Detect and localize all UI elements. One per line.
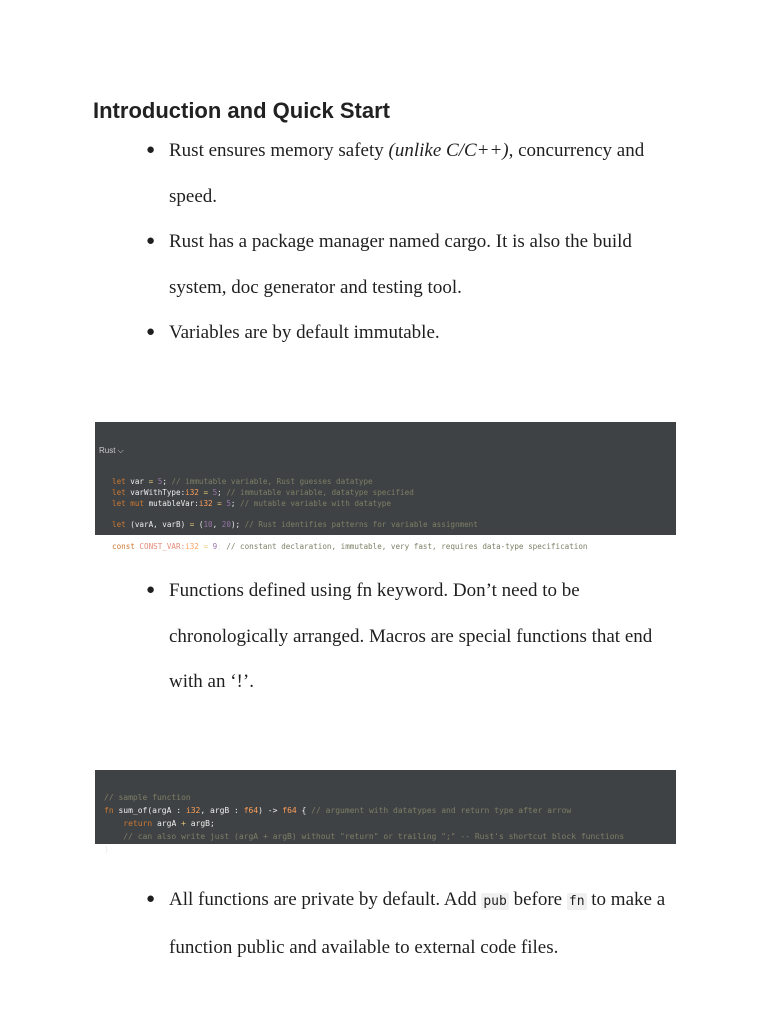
code-token: mutableVar: <box>144 498 199 508</box>
bullet-text: Rust has a package manager named cargo. It is also the build system, doc generator and testing tool. <box>169 231 632 298</box>
bullet-list-functions <box>146 568 686 705</box>
inline-code: pub <box>483 894 507 909</box>
code-block-variables <box>95 422 676 551</box>
code-token: const <box>112 541 135 551</box>
bullet-text: before <box>508 889 567 910</box>
code-token: ) -> <box>258 806 283 815</box>
code-token: // constant declaration, immutable, very fast, requires data-type specification <box>226 541 588 551</box>
bullet-text: to make a function public and available to external code files. <box>169 889 666 958</box>
code-line <box>104 791 676 804</box>
code-token: } <box>104 845 109 854</box>
code-language-label[interactable]: Rust ⌵ <box>99 446 124 455</box>
code-token: ); <box>230 520 245 530</box>
bullet-list-visibility <box>146 877 686 970</box>
code-token: 5 <box>153 477 163 486</box>
code-token: f64 <box>282 806 297 815</box>
code-line <box>112 477 676 488</box>
code-token: // mutable variable with datatype <box>240 498 391 508</box>
bullet-text: (unlike C/C++) <box>388 140 509 161</box>
bullet-item <box>146 219 686 310</box>
code-line <box>104 817 676 830</box>
code-line <box>112 542 676 553</box>
code-token: varWithType: <box>125 487 186 497</box>
code-token: i32 <box>185 806 201 815</box>
code-token: // can also write just (argA + argB) without "return" or trailing ";" -- Rust's shortcut block functions <box>104 832 625 841</box>
code-token: 20 <box>221 520 231 530</box>
code-token: CONST_VAR: <box>134 541 186 551</box>
code-line <box>112 520 676 531</box>
code-token: ; <box>217 487 227 497</box>
bullet-text: Functions defined using fn keyword. Don’t need to be chronologically arranged. Macros are special functions that end with an ‘!’. <box>169 580 653 692</box>
code-token: + <box>181 819 186 828</box>
code-token: let mut <box>112 498 145 508</box>
code-token: argA <box>152 819 182 828</box>
code-token: 5 <box>226 498 231 508</box>
bullet-dot-icon: ● <box>146 324 156 340</box>
code-token: fn <box>104 806 114 815</box>
code-token: i32 <box>198 498 213 508</box>
bullet-item <box>146 568 686 705</box>
bullet-dot-icon: ● <box>146 582 156 598</box>
code-token: = <box>189 520 195 530</box>
code-token: let <box>112 487 126 497</box>
bullet-dot-icon: ● <box>146 142 156 158</box>
code-line <box>112 499 676 510</box>
code-token: , argB : <box>200 806 244 815</box>
code-token: ; <box>217 541 227 551</box>
bullet-text: Variables are by default immutable. <box>169 322 440 343</box>
code-token: i32 <box>185 487 199 497</box>
code-line <box>112 488 676 499</box>
bullet-text: All functions are private by default. Add <box>169 889 482 910</box>
code-token: (argA : <box>147 806 186 815</box>
bullet-item <box>146 877 686 970</box>
code-line <box>104 804 676 817</box>
bullet-item <box>146 128 686 219</box>
code-token: // immutable variable, Rust guesses datatype <box>171 477 373 486</box>
code-token: 5 <box>212 487 218 497</box>
code-token: let <box>112 477 126 486</box>
code-token: = <box>148 477 154 486</box>
code-token: = <box>212 498 227 508</box>
code-line <box>112 509 676 520</box>
code-token: ; <box>230 498 241 508</box>
bullet-list-intro <box>146 128 686 356</box>
code-token: = <box>198 487 213 497</box>
bullet-dot-icon: ● <box>146 891 156 907</box>
code-token: = <box>198 541 213 551</box>
page-heading: Introduction and Quick Start <box>93 98 391 123</box>
code-line <box>104 843 676 856</box>
code-token: 10 <box>203 520 213 530</box>
code-token: i32 <box>185 541 199 551</box>
code-token: let <box>112 520 126 530</box>
code-token: return <box>104 819 153 828</box>
bullet-item <box>146 310 686 356</box>
code-token: ( <box>194 520 204 530</box>
code-token: ; <box>162 477 172 486</box>
inline-code: fn <box>568 894 585 909</box>
code-token: , <box>212 520 222 530</box>
code-token: argB; <box>185 819 215 828</box>
code-token: f64 <box>243 806 259 815</box>
code-token: // sample function <box>104 793 191 802</box>
code-token: // immutable variable, datatype specified <box>226 487 414 497</box>
code-token: // Rust identifies patterns for variable assignment <box>244 520 478 530</box>
bullet-dot-icon: ● <box>146 233 156 249</box>
code-token: 9 <box>212 541 218 551</box>
code-line <box>112 531 676 542</box>
code-token: // argument with datatypes and return type after arrow <box>311 806 572 815</box>
bullet-text: , concurrency and speed. <box>169 140 645 207</box>
bullet-text: Rust ensures memory safety <box>169 140 389 161</box>
code-token: var <box>125 477 149 486</box>
code-token: (varA, varB) <box>125 520 190 530</box>
code-line <box>104 830 676 843</box>
code-block-function <box>95 770 676 854</box>
code-token: sum_of <box>113 806 148 815</box>
code-token: { <box>296 806 312 815</box>
